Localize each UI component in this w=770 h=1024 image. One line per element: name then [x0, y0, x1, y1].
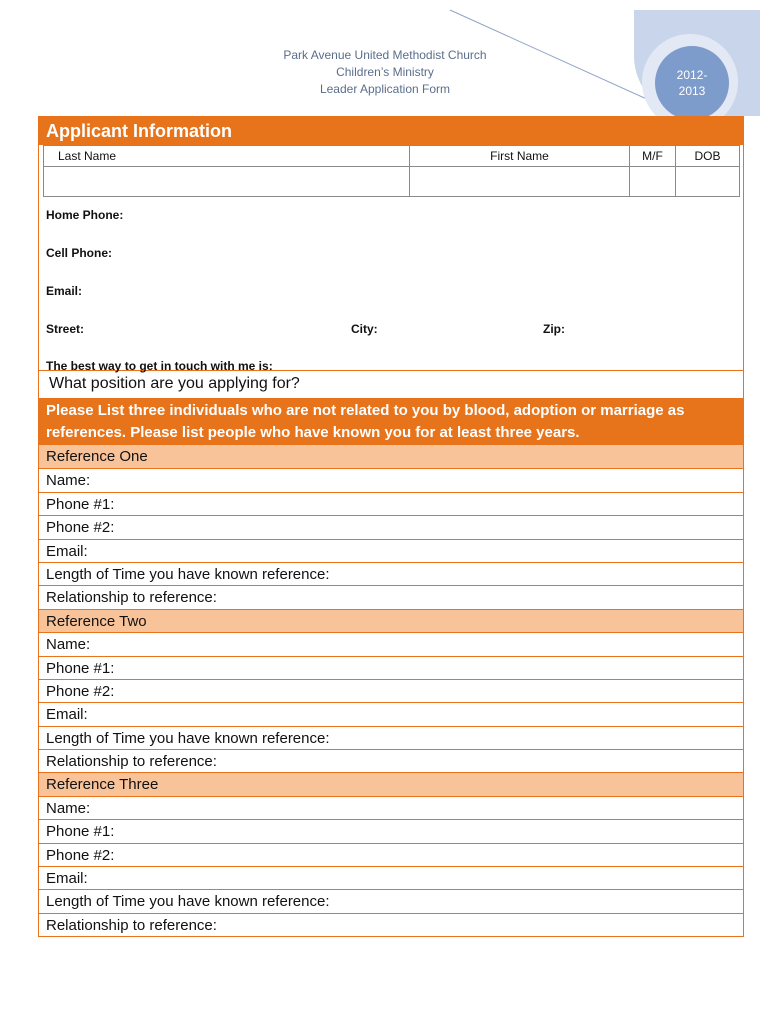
reference-one-length-known: Length of Time you have known reference:: [39, 562, 743, 585]
church-name: Park Avenue United Methodist Church: [283, 48, 487, 62]
references-instructions: [39, 398, 743, 445]
reference-two-relationship: Relationship to reference:: [39, 749, 743, 772]
reference-three-phone1: Phone #1:: [39, 819, 743, 842]
first-name-field[interactable]: [410, 167, 630, 197]
dob-field[interactable]: [676, 167, 740, 197]
reference-one-email: Email:: [39, 539, 743, 562]
application-form: [38, 116, 744, 937]
email-label: Email:: [46, 284, 83, 298]
reference-three-relationship: Relationship to reference:: [39, 913, 743, 936]
sex-header: M/F: [630, 146, 676, 167]
position-question: What position are you applying for?: [39, 370, 743, 398]
reference-three-length-known: Length of Time you have known reference:: [39, 889, 743, 912]
reference-two-length-known: Length of Time you have known reference:: [39, 726, 743, 749]
references-instructions-line2: references. Please list people who have known you for at least three years.: [46, 424, 580, 441]
ministry-name: Children’s Ministry: [336, 65, 434, 79]
contact-details: [39, 197, 743, 373]
name-table: [43, 145, 740, 197]
reference-three-heading: Reference Three: [39, 772, 743, 795]
zip-label: Zip:: [543, 322, 565, 336]
last-name-field[interactable]: [44, 167, 410, 197]
applicant-information-heading: Applicant Information: [39, 117, 743, 145]
year-badge-line2: 2013: [678, 84, 706, 98]
contact-preference-label: The best way to get in touch with me is:: [46, 359, 273, 373]
reference-three-phone2: Phone #2:: [39, 843, 743, 866]
reference-two-name: Name:: [39, 632, 743, 655]
document-header: [230, 47, 540, 98]
last-name-header: Last Name: [44, 146, 410, 167]
city-label: City:: [351, 322, 378, 336]
reference-one-relationship: Relationship to reference:: [39, 585, 743, 608]
reference-one-phone1: Phone #1:: [39, 492, 743, 515]
reference-two-phone1: Phone #1:: [39, 656, 743, 679]
reference-three-email: Email:: [39, 866, 743, 889]
home-phone-label: Home Phone:: [46, 208, 124, 222]
street-label: Street:: [46, 322, 85, 336]
form-title: Leader Application Form: [319, 82, 451, 96]
reference-one-name: Name:: [39, 468, 743, 491]
reference-one-heading: Reference One: [39, 445, 743, 468]
reference-two-heading: Reference Two: [39, 609, 743, 632]
references-instructions-line1: Please List three individuals who are not related to you by blood, adoption or marriage as: [46, 402, 685, 419]
references-list: [39, 445, 743, 936]
reference-two-email: Email:: [39, 702, 743, 725]
reference-one-phone2: Phone #2:: [39, 515, 743, 538]
reference-three-name: Name:: [39, 796, 743, 819]
year-badge: [655, 46, 729, 120]
dob-header: DOB: [676, 146, 740, 167]
cell-phone-label: Cell Phone:: [46, 246, 113, 260]
reference-two-phone2: Phone #2:: [39, 679, 743, 702]
year-badge-line1: 2012-: [676, 68, 708, 82]
first-name-header: First Name: [410, 146, 630, 167]
sex-field[interactable]: [630, 167, 676, 197]
